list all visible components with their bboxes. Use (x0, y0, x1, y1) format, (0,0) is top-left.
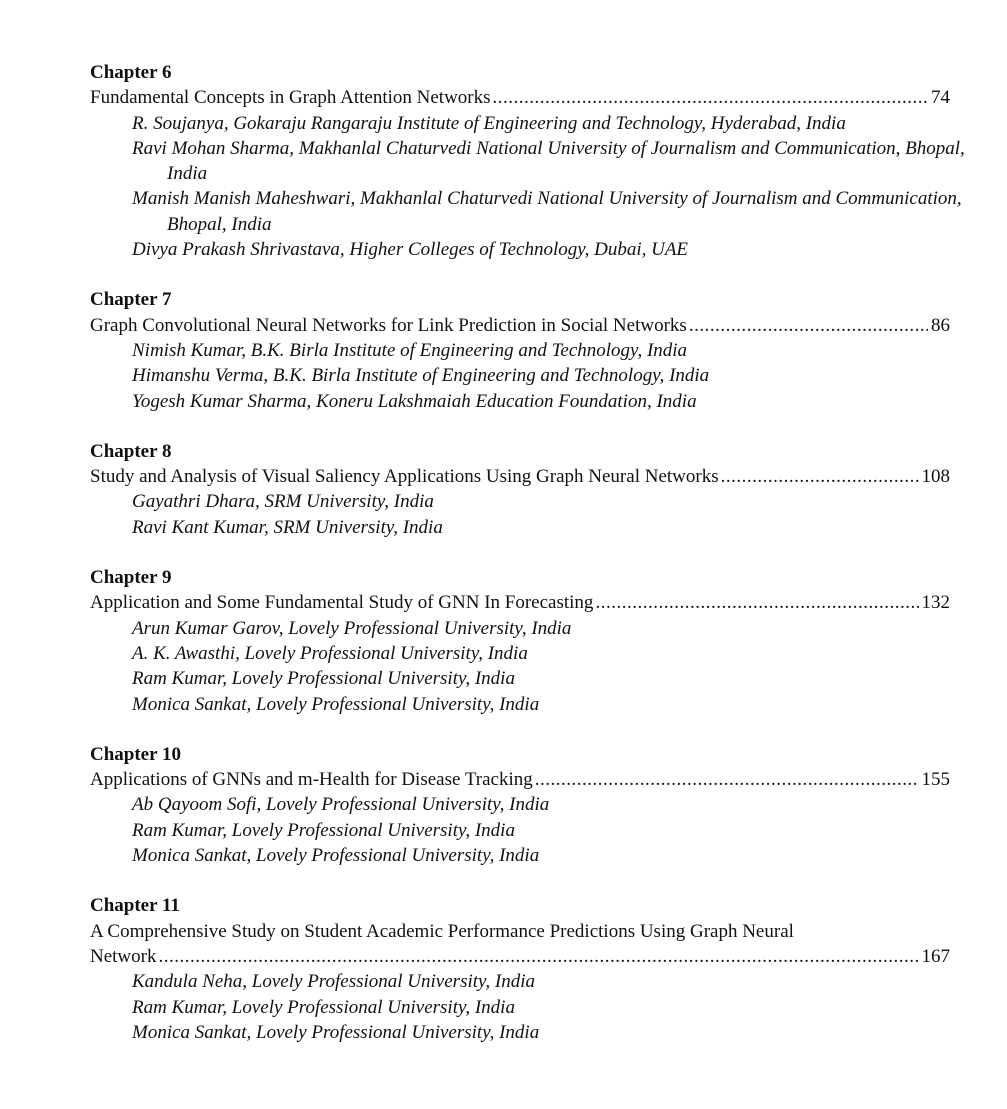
chapter-label: Chapter 10 (90, 743, 181, 765)
chapter-title[interactable]: Application and Some Fundamental Study of GNN In Forecasting (90, 592, 594, 614)
author-line: Yogesh Kumar Sharma, Koneru Lakshmaiah Education Foundation, India (132, 390, 697, 412)
chapter-label: Chapter 6 (90, 62, 172, 83)
chapter-title[interactable]: Study and Analysis of Visual Saliency Applications Using Graph Neural Networks (90, 466, 719, 488)
page-number: 74 (931, 87, 950, 109)
chapter-title-line[interactable] (90, 767, 950, 792)
chapter-label: Chapter 7 (90, 289, 172, 311)
chapter-title[interactable]: Fundamental Concepts in Graph Attention Networks (90, 87, 491, 109)
page-number: 132 (921, 592, 950, 614)
dot-leader (721, 464, 919, 489)
chapter-entry (90, 893, 950, 1045)
author-line: Manish Manish Maheshwari, Makhanlal Chaturvedi National University of Journalism and Communication, Bhopal, India (132, 188, 962, 235)
chapter-title[interactable]: Applications of GNNs and m-Health for Disease Tracking (90, 769, 533, 791)
chapter-entry (90, 439, 950, 540)
page-number: 86 (931, 314, 950, 336)
author-line: Ravi Mohan Sharma, Makhanlal Chaturvedi National University of Journalism and Communication, Bhopal, India (132, 137, 965, 185)
page-number: 155 (921, 769, 950, 791)
chapter-label: Chapter 9 (90, 567, 172, 589)
chapter-entry (90, 60, 965, 262)
author-line: Arun Kumar Garov, Lovely Professional University, India (132, 617, 572, 639)
author-line: R. Soujanya, Gokaraju Rangaraju Institute of Engineering and Technology, Hyderabad, India (132, 112, 846, 134)
chapter-title-line[interactable] (90, 944, 950, 969)
dot-leader (689, 313, 928, 338)
chapter-label: Chapter 8 (90, 440, 172, 462)
author-line: Divya Prakash Shrivastava, Higher Colleges of Technology, Dubai, UAE (132, 239, 689, 261)
author-line: Ravi Kant Kumar, SRM University, India (132, 516, 443, 538)
page-number: 167 (921, 945, 950, 967)
author-line: Ram Kumar, Lovely Professional University, India (132, 996, 515, 1018)
author-line: Monica Sankat, Lovely Professional University, India (132, 845, 540, 867)
chapter-title[interactable]: Network (90, 945, 157, 967)
author-line: Monica Sankat, Lovely Professional University, India (132, 693, 540, 715)
chapter-title-first-line[interactable]: A Comprehensive Study on Student Academic Performance Predictions Using Graph Neural (90, 920, 794, 942)
dot-leader (535, 767, 919, 792)
page-number: 108 (921, 466, 950, 488)
author-line: Ram Kumar, Lovely Professional University, India (132, 819, 515, 841)
author-line: Gayathri Dhara, SRM University, India (132, 491, 434, 513)
chapter-title-line[interactable] (90, 313, 950, 338)
chapter-entry (90, 287, 950, 413)
table-of-contents (90, 60, 965, 1070)
chapter-title-line[interactable] (90, 590, 950, 615)
chapter-entry (90, 742, 950, 868)
chapter-entry (90, 565, 950, 717)
author-line: Ab Qayoom Sofi, Lovely Professional University, India (132, 794, 550, 816)
dot-leader (493, 85, 928, 110)
dot-leader (158, 944, 918, 969)
chapter-title-line[interactable] (90, 85, 950, 110)
author-line: Ram Kumar, Lovely Professional University, India (132, 668, 515, 690)
author-line: Monica Sankat, Lovely Professional University, India (132, 1021, 540, 1043)
chapter-title[interactable]: Graph Convolutional Neural Networks for Link Prediction in Social Networks (90, 314, 687, 336)
chapter-label: Chapter 11 (90, 895, 180, 917)
author-line: Kandula Neha, Lovely Professional University, India (132, 971, 536, 993)
author-line: Nimish Kumar, B.K. Birla Institute of Engineering and Technology, India (132, 339, 688, 361)
chapter-title-line[interactable] (90, 464, 950, 489)
author-line: Himanshu Verma, B.K. Birla Institute of Engineering and Technology, India (132, 365, 710, 387)
dot-leader (595, 590, 918, 615)
author-line: A. K. Awasthi, Lovely Professional University, India (132, 642, 528, 664)
